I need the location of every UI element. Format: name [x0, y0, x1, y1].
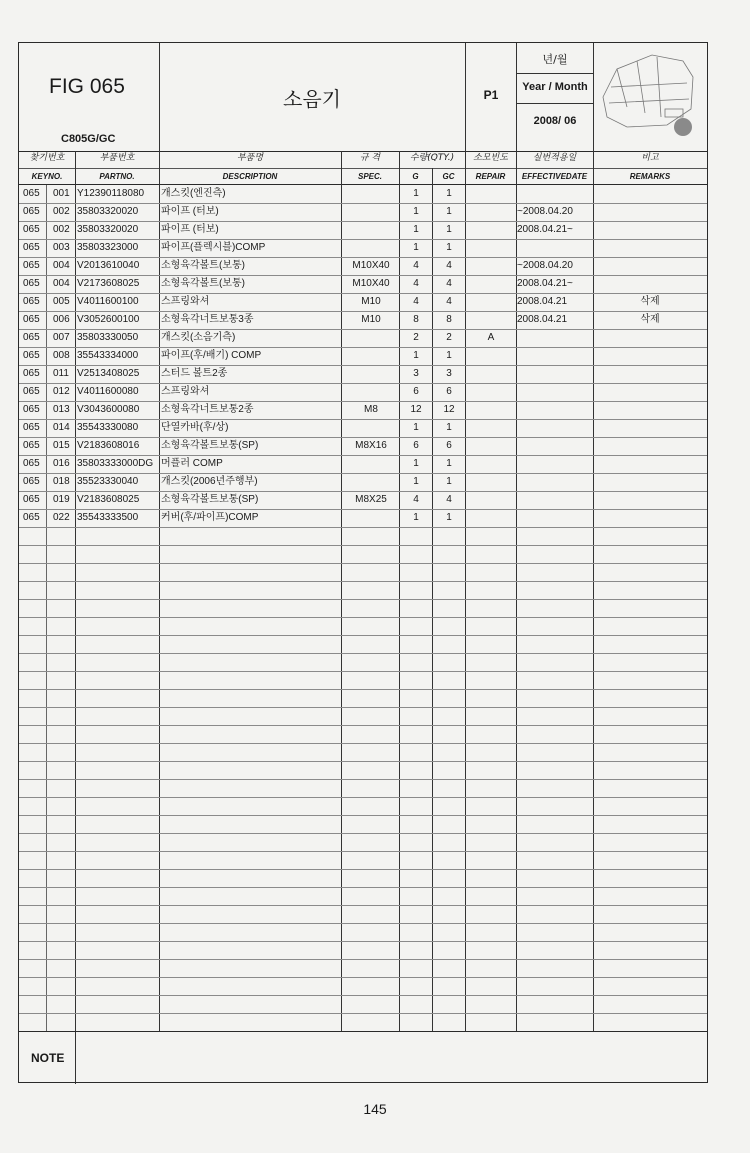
effective-date-cell: ~2008.04.20: [517, 260, 573, 271]
table-row: [19, 347, 707, 365]
table-row: [19, 185, 707, 203]
keyno-suffix-cell: 013: [53, 404, 70, 415]
qty-gc-cell: 4: [446, 296, 452, 307]
qty-g-cell: 6: [413, 386, 419, 397]
col-eff: EFFECTIVEDATE: [521, 172, 588, 181]
qty-gc-cell: 1: [446, 350, 452, 361]
keyno-suffix-cell: 012: [53, 386, 70, 397]
spec-cell: M8X25: [355, 494, 387, 505]
keyno-prefix-cell: 065: [23, 260, 40, 271]
qty-gc-cell: 3: [446, 368, 452, 379]
keyno-prefix-cell: 065: [23, 386, 40, 397]
table-row: [19, 203, 707, 221]
col-keyno: KEYNO.: [31, 172, 63, 181]
qty-gc-cell: 1: [446, 224, 452, 235]
note-label: NOTE: [31, 1051, 65, 1065]
table-row: [19, 383, 707, 401]
qty-gc-cell: 4: [446, 494, 452, 505]
effective-date-cell: 2008.04.21: [517, 296, 568, 307]
col-desc: DESCRIPTION: [222, 172, 278, 181]
page-number: 145: [363, 1101, 387, 1117]
qty-g-cell: 6: [413, 440, 419, 451]
keyno-suffix-cell: 005: [53, 296, 70, 307]
table-row: [19, 221, 707, 239]
qty-g-cell: 1: [413, 206, 419, 217]
keyno-prefix-cell: 065: [23, 206, 40, 217]
keyno-suffix-cell: 004: [53, 260, 70, 271]
part-number-cell: 35803330050: [77, 332, 139, 343]
row-rule: [19, 581, 707, 582]
row-rule: [19, 815, 707, 816]
column-headers: [19, 151, 707, 185]
keyno-suffix-cell: 007: [53, 332, 70, 343]
part-number-cell: 35803333000DG: [77, 458, 154, 469]
row-rule: [19, 743, 707, 744]
keyno-suffix-cell: 008: [53, 350, 70, 361]
qty-g-cell: 1: [413, 224, 419, 235]
keyno-suffix-cell: 016: [53, 458, 70, 469]
col-eff-kr: 실번적용일: [532, 153, 577, 163]
year-month-en: Year / Month: [522, 81, 588, 93]
row-rule: [19, 563, 707, 564]
part-number-cell: 35543330080: [77, 422, 139, 433]
qty-g-cell: 4: [413, 278, 419, 289]
col-remarks-kr: 비고: [641, 153, 659, 163]
table-row: [19, 401, 707, 419]
table-row: [19, 275, 707, 293]
description-cell: 스프링와셔: [161, 296, 210, 307]
part-number-cell: 35803323000: [77, 242, 139, 253]
description-cell: 파이프(후/배기) COMP: [161, 350, 262, 361]
remarks-cell: 삭제: [640, 314, 660, 325]
part-number-cell: V4011600100: [77, 296, 139, 307]
effective-date-cell: ~2008.04.20: [517, 206, 573, 217]
part-number-cell: 35543334000: [77, 350, 139, 361]
keyno-suffix-cell: 014: [53, 422, 70, 433]
qty-gc-cell: 6: [446, 386, 452, 397]
col-qty-kr: 수량(QTY.): [409, 153, 455, 163]
col-remarks: REMARKS: [629, 172, 671, 181]
row-rule: [19, 545, 707, 546]
part-number-cell: V3052600100: [77, 314, 140, 325]
qty-g-cell: 1: [413, 350, 419, 361]
row-rule: [19, 797, 707, 798]
spec-cell: M10X40: [352, 278, 390, 289]
row-rule: [19, 995, 707, 996]
qty-gc-cell: 6: [446, 440, 452, 451]
row-rule: [19, 977, 707, 978]
year-month-kr: 년/월: [542, 53, 568, 66]
row-rule: [19, 923, 707, 924]
row-rule: [19, 707, 707, 708]
keyno-prefix-cell: 065: [23, 494, 40, 505]
col-repair-kr: 소모빈도: [473, 153, 508, 163]
header-block: [19, 43, 707, 152]
table-row: [19, 239, 707, 257]
table-row: [19, 329, 707, 347]
col-repair: REPAIR: [475, 172, 506, 181]
spec-cell: M10X40: [352, 260, 390, 271]
effective-date-cell: 2008.04.21~: [517, 278, 573, 289]
keyno-prefix-cell: 065: [23, 314, 40, 325]
keyno-prefix-cell: 065: [23, 278, 40, 289]
keyno-suffix-cell: 001: [53, 188, 70, 199]
keyno-prefix-cell: 065: [23, 368, 40, 379]
qty-gc-cell: 2: [446, 332, 452, 343]
page-title: 소음기: [283, 87, 341, 111]
remarks-cell: 삭제: [640, 296, 660, 307]
description-cell: 파이프 (터보): [161, 206, 219, 217]
effective-date-cell: 2008.04.21~: [517, 224, 573, 235]
page-label: P1: [483, 88, 499, 102]
keyno-suffix-cell: 003: [53, 242, 70, 253]
row-rule: [19, 599, 707, 600]
description-cell: 파이프 (터보): [161, 224, 219, 235]
table-row: [19, 311, 707, 329]
table-row: [19, 455, 707, 473]
qty-gc-cell: 1: [446, 206, 452, 217]
description-cell: 소형육각너트보통2종: [161, 404, 254, 415]
part-number-cell: V2183608016: [77, 440, 140, 451]
col-spec: SPEC.: [357, 172, 382, 181]
description-cell: 소형육각볼트(보통): [161, 260, 245, 271]
keyno-prefix-cell: 065: [23, 332, 40, 343]
keyno-prefix-cell: 065: [23, 404, 40, 415]
table-row: [19, 491, 707, 509]
row-rule: [19, 1013, 707, 1014]
keyno-suffix-cell: 006: [53, 314, 70, 325]
description-cell: 머플러 COMP: [161, 458, 223, 469]
qty-gc-cell: 1: [446, 242, 452, 253]
description-cell: 개스킷(소음기측): [161, 332, 236, 343]
qty-gc-cell: 4: [446, 278, 452, 289]
qty-g-cell: 1: [413, 188, 419, 199]
description-cell: 개스킷(엔진측): [161, 188, 226, 199]
description-cell: 소형육각볼트(보통): [161, 278, 245, 289]
col-partno-kr: 부품번호: [99, 153, 135, 163]
keyno-suffix-cell: 019: [53, 494, 70, 505]
part-number-cell: 35803320020: [77, 224, 139, 235]
qty-g-cell: 1: [413, 512, 419, 523]
keyno-prefix-cell: 065: [23, 296, 40, 307]
description-cell: 소형육각너트보통3종: [161, 314, 254, 325]
col-desc-kr: 부품명: [236, 153, 264, 163]
qty-g-cell: 1: [413, 458, 419, 469]
part-number-cell: Y12390118080: [77, 188, 145, 199]
col-qty-gc: GC: [442, 172, 455, 181]
spec-cell: M10: [361, 296, 381, 307]
part-number-cell: 35543333500: [77, 512, 139, 523]
keyno-suffix-cell: 015: [53, 440, 70, 451]
effective-date-cell: 2008.04.21: [517, 314, 568, 325]
row-rule: [19, 617, 707, 618]
part-number-cell: V4011600080: [77, 386, 139, 397]
keyno-prefix-cell: 065: [23, 422, 40, 433]
qty-gc-cell: 12: [443, 404, 455, 415]
keyno-prefix-cell: 065: [23, 188, 40, 199]
keyno-prefix-cell: 065: [23, 512, 40, 523]
description-cell: 개스킷(2006년주행부): [161, 476, 258, 487]
col-qty-g: G: [412, 172, 419, 181]
keyno-suffix-cell: 011: [53, 368, 69, 379]
col-partno: PARTNO.: [99, 172, 135, 181]
parts-sheet: [18, 42, 708, 1083]
row-rule: [19, 725, 707, 726]
keyno-suffix-cell: 002: [53, 206, 70, 217]
figure-number: FIG 065: [49, 75, 125, 98]
qty-g-cell: 1: [413, 422, 419, 433]
part-number-cell: V3043600080: [77, 404, 140, 415]
qty-gc-cell: 1: [446, 422, 452, 433]
qty-g-cell: 2: [413, 332, 419, 343]
col-keyno-kr: 찾기번호: [29, 153, 65, 163]
row-rule: [19, 833, 707, 834]
keyno-prefix-cell: 065: [23, 440, 40, 451]
machine-illustration-icon: [597, 47, 705, 147]
description-cell: 커버(후/파이프)COMP: [161, 512, 259, 523]
table-row: [19, 419, 707, 437]
row-rule: [19, 941, 707, 942]
spec-cell: M10: [361, 314, 381, 325]
keyno-prefix-cell: 065: [23, 458, 40, 469]
part-number-cell: V2513408025: [77, 368, 140, 379]
qty-g-cell: 8: [413, 314, 419, 325]
row-rule: [19, 671, 707, 672]
keyno-prefix-cell: 065: [23, 476, 40, 487]
table-row: [19, 437, 707, 455]
repair-cell: A: [487, 332, 495, 343]
keyno-suffix-cell: 022: [53, 512, 70, 523]
description-cell: 소형육각볼트보통(SP): [161, 440, 259, 451]
part-number-cell: V2013610040: [77, 260, 140, 271]
col-spec-kr: 규 격: [359, 153, 381, 163]
qty-g-cell: 3: [413, 368, 419, 379]
spec-cell: M8: [364, 404, 378, 415]
part-number-cell: V2183608025: [77, 494, 140, 505]
table-row: [19, 473, 707, 491]
table-row: [19, 509, 707, 527]
description-cell: 단열카바(후/상): [161, 422, 229, 433]
row-rule: [19, 653, 707, 654]
qty-gc-cell: 1: [446, 476, 452, 487]
qty-g-cell: 1: [413, 476, 419, 487]
row-rule: [19, 905, 707, 906]
qty-gc-cell: 8: [446, 314, 452, 325]
row-rule: [19, 527, 707, 528]
qty-g-cell: 4: [413, 260, 419, 271]
keyno-suffix-cell: 018: [53, 476, 70, 487]
row-rule: [19, 689, 707, 690]
row-rule: [19, 887, 707, 888]
qty-gc-cell: 4: [446, 260, 452, 271]
part-number-cell: V2173608025: [77, 278, 140, 289]
qty-g-cell: 1: [413, 242, 419, 253]
qty-gc-cell: 1: [446, 458, 452, 469]
row-rule: [19, 959, 707, 960]
note-box: [19, 1031, 707, 1084]
keyno-prefix-cell: 065: [23, 242, 40, 253]
part-number-cell: 35803320020: [77, 206, 139, 217]
row-rule: [19, 869, 707, 870]
qty-gc-cell: 1: [446, 512, 452, 523]
row-rule: [19, 761, 707, 762]
keyno-prefix-cell: 065: [23, 350, 40, 361]
qty-g-cell: 4: [413, 494, 419, 505]
keyno-suffix-cell: 004: [53, 278, 70, 289]
description-cell: 소형육각볼트보통(SP): [161, 494, 259, 505]
table-row: [19, 365, 707, 383]
row-rule: [19, 635, 707, 636]
qty-gc-cell: 1: [446, 188, 452, 199]
description-cell: 스터드 볼트2종: [161, 368, 228, 379]
keyno-prefix-cell: 065: [23, 224, 40, 235]
spec-cell: M8X16: [355, 440, 387, 451]
year-month-value: 2008/ 06: [533, 115, 577, 127]
qty-g-cell: 4: [413, 296, 419, 307]
part-number-cell: 35523330040: [77, 476, 139, 487]
description-cell: 스프링와셔: [161, 386, 210, 397]
description-cell: 파이프(플렉시블)COMP: [161, 242, 266, 253]
keyno-suffix-cell: 002: [53, 224, 70, 235]
qty-g-cell: 12: [410, 404, 422, 415]
row-rule: [19, 851, 707, 852]
table-row: [19, 293, 707, 311]
row-rule: [19, 779, 707, 780]
table-row: [19, 257, 707, 275]
model-name: C805G/GC: [61, 133, 116, 145]
